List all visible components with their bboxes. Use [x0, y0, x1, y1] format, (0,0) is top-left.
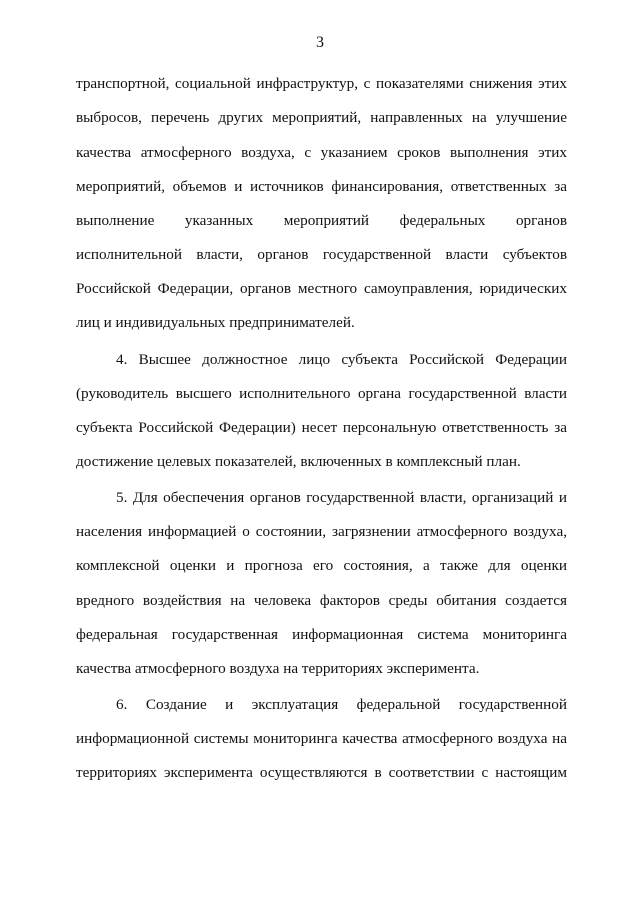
- page-number: 3: [316, 34, 324, 51]
- text-line: выбросов, перечень других мероприятий, направленных на улучшение: [76, 109, 567, 126]
- text-line: выполнение указанных мероприятий федеральных органов: [76, 212, 567, 229]
- paragraph-6-start: 6. Создание и эксплуатация федеральной государственной: [116, 696, 567, 713]
- paragraph-4-start: 4. Высшее должностное лицо субъекта Российской Федерации: [116, 351, 567, 368]
- text-line: лиц и индивидуальных предпринимателей.: [76, 314, 355, 331]
- text-line: комплексной оценки и прогноза его состояния, а также для оценки: [76, 557, 567, 574]
- text-line: информационной системы мониторинга качества атмосферного воздуха на: [76, 730, 567, 747]
- text-line: Российской Федерации, органов местного самоуправления, юридических: [76, 280, 567, 297]
- text-line: качества атмосферного воздуха на территориях эксперимента.: [76, 660, 480, 677]
- text-line: исполнительной власти, органов государственной власти субъектов: [76, 246, 567, 263]
- paragraph-5-start: 5. Для обеспечения органов государственной власти, организаций и: [116, 489, 567, 506]
- text-line: (руководитель высшего исполнительного органа государственной власти: [76, 385, 567, 402]
- text-line: достижение целевых показателей, включенных в комплексный план.: [76, 453, 521, 470]
- text-line: федеральная государственная информационная система мониторинга: [76, 626, 567, 643]
- text-line: вредного воздействия на человека факторов среды обитания создается: [76, 592, 567, 609]
- text-line: транспортной, социальной инфраструктур, с показателями снижения этих: [76, 75, 567, 92]
- text-line: территориях эксперимента осуществляются в соответствии с настоящим: [76, 764, 567, 781]
- text-line: населения информацией о состоянии, загрязнении атмосферного воздуха,: [76, 523, 567, 540]
- text-line: качества атмосферного воздуха, с указанием сроков выполнения этих: [76, 144, 567, 161]
- text-line: субъекта Российской Федерации) несет персональную ответственность за: [76, 419, 567, 436]
- text-line: мероприятий, объемов и источников финансирования, ответственных за: [76, 178, 567, 195]
